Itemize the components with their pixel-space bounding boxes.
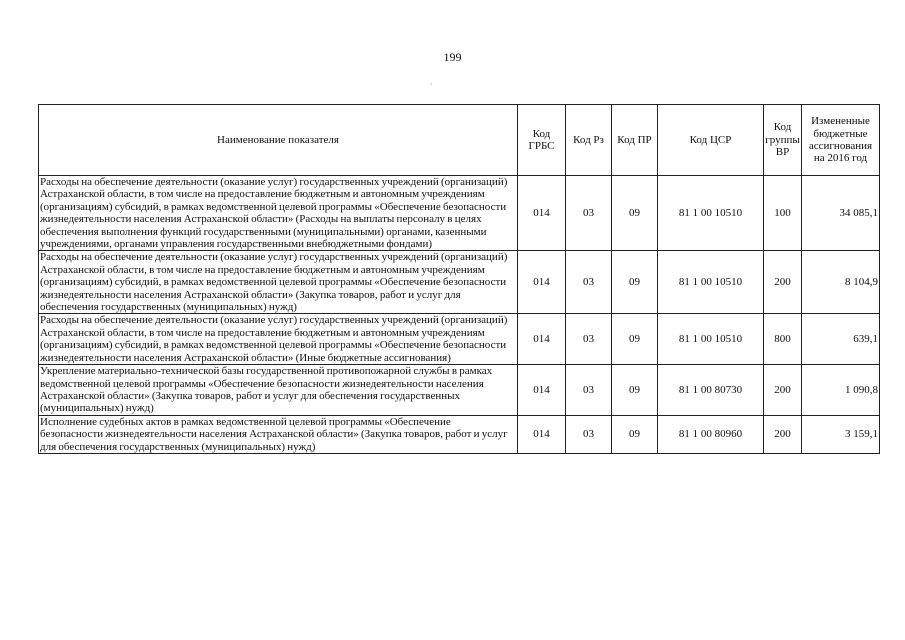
row-rz: 03 bbox=[566, 176, 612, 251]
budget-table bbox=[38, 104, 880, 454]
row-csr: 81 1 00 10510 bbox=[658, 176, 764, 251]
row-name: Расходы на обеспечение деятельности (оказание услуг) государственных учреждений (организаций) Астраханской области, в том числе на предоставление бюджетным и автономным учреждениям (организациям) субсидий, в рамках ведомственной целевой программы «Обеспечение безопасности жизнедеятельности населения Астраханской области» (Закупка товаров, работ и услуг для обеспечения государственных (муниципальных) нужд) bbox=[39, 251, 518, 314]
row-amount: 1 090,8 bbox=[802, 365, 880, 416]
row-csr: 81 1 00 80730 bbox=[658, 365, 764, 416]
row-pr: 09 bbox=[612, 415, 658, 453]
table-row bbox=[39, 176, 880, 251]
row-grbs: 014 bbox=[518, 176, 566, 251]
header-grbs: Код ГРБС bbox=[518, 105, 566, 176]
header-pr: Код ПР bbox=[612, 105, 658, 176]
table-row bbox=[39, 251, 880, 314]
row-name: Исполнение судебных актов в рамках ведомственной целевой программы «Обеспечение безопасности жизнедеятельности населения Астраханской области» (Закупка товаров, работ и услуг для обеспечения государственных (муниципальных) нужд) bbox=[39, 415, 518, 453]
table-row bbox=[39, 415, 880, 453]
row-grbs: 014 bbox=[518, 365, 566, 416]
header-name: Наименование показателя bbox=[39, 105, 518, 176]
table-row bbox=[39, 314, 880, 365]
row-pr: 09 bbox=[612, 251, 658, 314]
row-rz: 03 bbox=[566, 415, 612, 453]
row-grbs: 014 bbox=[518, 415, 566, 453]
row-rz: 03 bbox=[566, 365, 612, 416]
row-amount: 639,1 bbox=[802, 314, 880, 365]
scan-dot: · bbox=[430, 80, 433, 89]
row-csr: 81 1 00 80960 bbox=[658, 415, 764, 453]
header-rz: Код Рз bbox=[566, 105, 612, 176]
row-vr: 100 bbox=[764, 176, 802, 251]
row-amount: 3 159,1 bbox=[802, 415, 880, 453]
row-amount: 8 104,9 bbox=[802, 251, 880, 314]
row-grbs: 014 bbox=[518, 314, 566, 365]
page-number: 199 bbox=[443, 50, 462, 64]
header-csr: Код ЦСР bbox=[658, 105, 764, 176]
row-vr: 200 bbox=[764, 251, 802, 314]
row-name: Расходы на обеспечение деятельности (оказание услуг) государственных учреждений (организаций) Астраханской области, в том числе на предоставление бюджетным и автономным учреждениям (организациям) субсидий, в рамках ведомственной целевой программы «Обеспечение безопасности жизнедеятельности населения Астраханской области» (Иные бюджетные ассигнования) bbox=[39, 314, 518, 365]
row-rz: 03 bbox=[566, 251, 612, 314]
header-amount: Измененные бюджетные ассигнования на 2016 год bbox=[802, 105, 880, 176]
table-row bbox=[39, 365, 880, 416]
row-grbs: 014 bbox=[518, 251, 566, 314]
header-vr: Код группы ВР bbox=[764, 105, 802, 176]
row-amount: 34 085,1 bbox=[802, 176, 880, 251]
row-name: Укрепление материально-технической базы государственной противопожарной службы в рамках ведомственной целевой программы «Обеспечение безопасности жизнедеятельности населения Астраханской области» (Закупка товаров, работ и услуг для обеспечения государственных (муниципальных) нужд) bbox=[39, 365, 518, 416]
row-vr: 800 bbox=[764, 314, 802, 365]
row-rz: 03 bbox=[566, 314, 612, 365]
row-name: Расходы на обеспечение деятельности (оказание услуг) государственных учреждений (организаций) Астраханской области, в том числе на предоставление бюджетным и автономным учреждениям (организациям) субсидий, в рамках ведомственной целевой программы «Обеспечение безопасности жизнедеятельности населения Астраханской области» (Расходы на выплаты персоналу в целях обеспечения выполнения функций государственными (муниципальными) органами, казенными учреждениями, органами управления государственными внебюджетными фондами) bbox=[39, 176, 518, 251]
row-pr: 09 bbox=[612, 365, 658, 416]
row-pr: 09 bbox=[612, 176, 658, 251]
row-vr: 200 bbox=[764, 365, 802, 416]
row-vr: 200 bbox=[764, 415, 802, 453]
row-csr: 81 1 00 10510 bbox=[658, 314, 764, 365]
table-header-row bbox=[39, 105, 880, 176]
row-pr: 09 bbox=[612, 314, 658, 365]
row-csr: 81 1 00 10510 bbox=[658, 251, 764, 314]
